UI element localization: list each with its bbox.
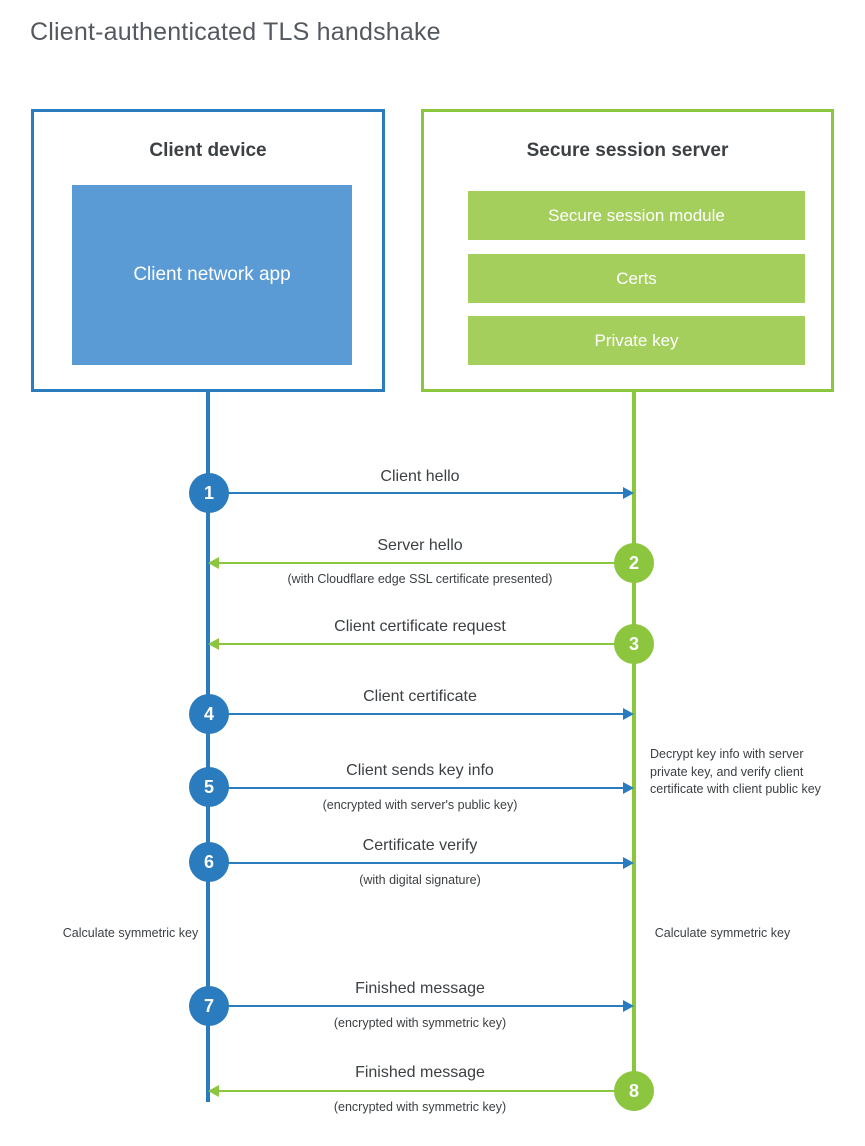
arrow-step-8 [218,1090,632,1092]
step-label-3: Client certificate request [334,618,506,635]
client-device-panel [31,109,385,392]
secure-session-server-panel [421,109,834,392]
step-label-1: Client hello [380,468,460,485]
server-component-secure-session-module: Secure session module [468,191,805,240]
step-label-7: Finished message [355,980,485,997]
step-badge-2: 2 [614,543,654,583]
arrowhead-icon [623,708,634,720]
arrow-step-3 [218,643,632,645]
step-badge-6: 6 [189,842,229,882]
arrowhead-icon [623,1000,634,1012]
arrowhead-icon [623,857,634,869]
step-badge-8: 8 [614,1071,654,1111]
arrow-step-2 [218,562,632,564]
arrowhead-icon [208,1085,219,1097]
client-network-app-box: Client network app [72,185,352,365]
step-sublabel-5: (encrypted with server's public key) [322,798,518,812]
note-client-calculate-symmetric-key: Calculate symmetric key [62,926,199,940]
arrow-step-7 [210,1005,624,1007]
step-badge-1: 1 [189,473,229,513]
page-title: Client-authenticated TLS handshake [30,18,441,46]
arrow-step-1 [210,492,624,494]
step-badge-4: 4 [189,694,229,734]
arrow-step-6 [210,862,624,864]
arrowhead-icon [623,487,634,499]
client-device-title: Client device [149,140,267,161]
server-component-private-key: Private key [468,316,805,365]
step-label-6: Certificate verify [362,837,478,854]
step-label-4: Client certificate [363,688,477,705]
step-badge-3: 3 [614,624,654,664]
step-sublabel-6: (with digital signature) [359,873,481,887]
step-label-2: Server hello [377,537,463,554]
note-server-calculate-symmetric-key: Calculate symmetric key [654,926,791,940]
secure-session-server-title: Secure session server [526,140,729,161]
step-label-5: Client sends key info [346,762,494,779]
step-sublabel-8: (encrypted with symmetric key) [333,1100,507,1114]
step-sublabel-7: (encrypted with symmetric key) [333,1016,507,1030]
arrowhead-icon [208,557,219,569]
step-badge-5: 5 [189,767,229,807]
step-label-8: Finished message [355,1064,485,1081]
arrow-step-5 [210,787,624,789]
arrow-step-4 [210,713,624,715]
arrowhead-icon [623,782,634,794]
arrowhead-icon [208,638,219,650]
step-sublabel-2: (with Cloudflare edge SSL certificate presented) [287,572,553,586]
step-badge-7: 7 [189,986,229,1026]
server-component-certs: Certs [468,254,805,303]
note-server-decrypt: Decrypt key info with server private key, and verify client certificate with client public key [650,747,821,796]
